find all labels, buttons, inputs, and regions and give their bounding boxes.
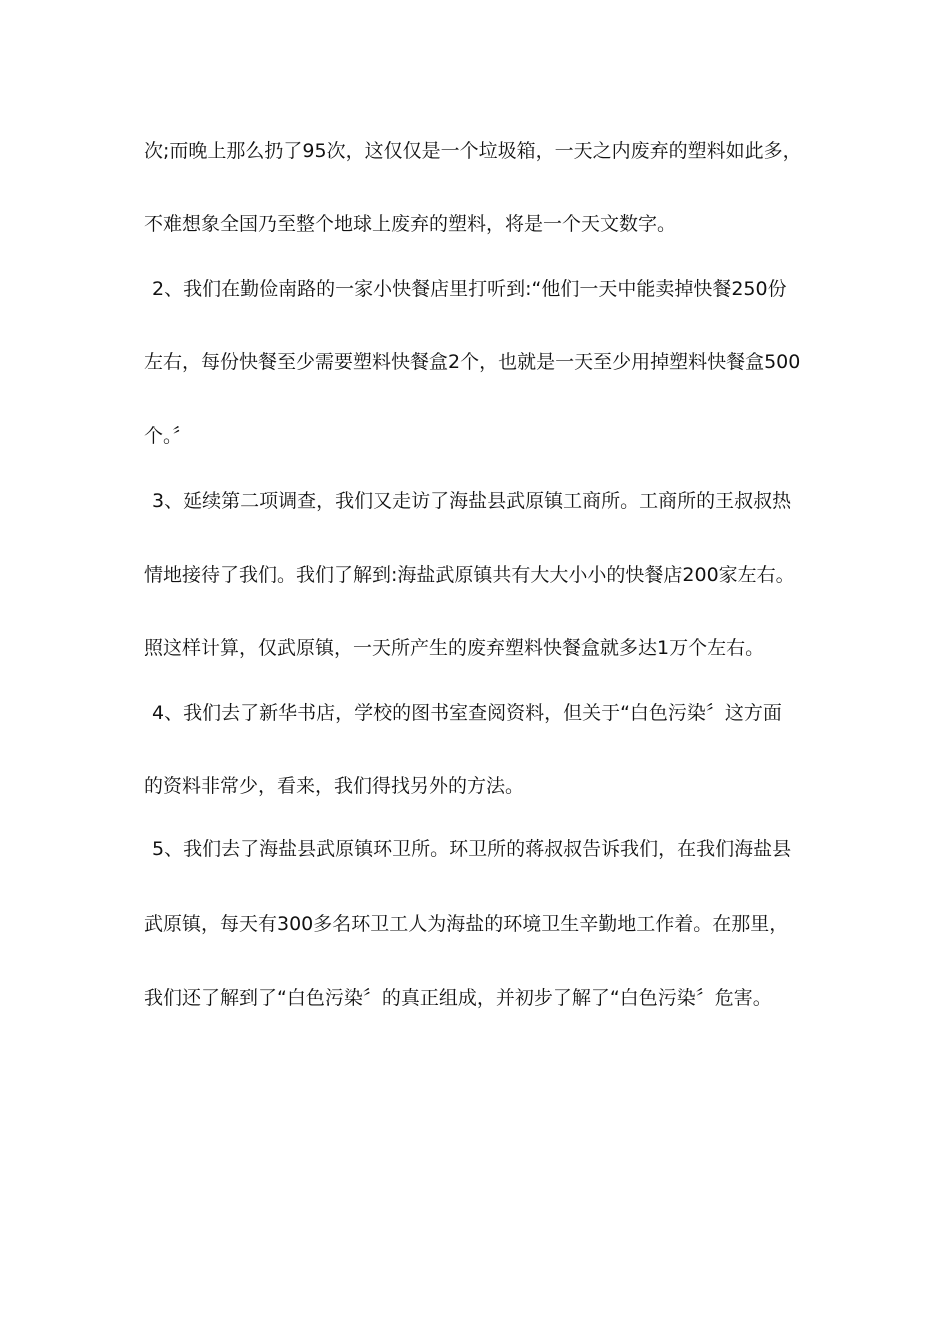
text-line-1: 次;而晚上那么扔了95次，这仅仅是一个垃圾箱，一天之内废弃的塑料如此多，	[144, 140, 802, 162]
text-line-5: 个。〞	[144, 425, 192, 447]
text-line-11: 5、我们去了海盐县武原镇环卫所。环卫所的蒋叔叔告诉我们，在我们海盐县	[152, 838, 792, 860]
text-line-7: 情地接待了我们。我们了解到:海盐武原镇共有大大小小的快餐店200家左右。	[144, 564, 795, 586]
text-line-6: 3、延续第二项调查，我们又走访了海盐县武原镇工商所。工商所的王叔叔热	[152, 490, 792, 512]
text-line-3: 2、我们在勤俭南路的一家小快餐店里打听到:“他们一天中能卖掉快餐250份	[152, 278, 787, 300]
text-line-4: 左右，每份快餐至少需要塑料快餐盒2个，也就是一天至少用掉塑料快餐盒500	[144, 351, 801, 373]
text-line-13: 我们还了解到了“白色污染〞的真正组成，并初步了解了“白色污染〞危害。	[144, 987, 772, 1009]
text-line-2: 不难想象全国乃至整个地球上废弃的塑料，将是一个天文数字。	[144, 213, 677, 235]
text-line-8: 照这样计算，仅武原镇，一天所产生的废弃塑料快餐盒就多达1万个左右。	[144, 637, 765, 659]
text-line-9: 4、我们去了新华书店，学校的图书室查阅资料，但关于“白色污染〞这方面	[152, 702, 782, 724]
text-line-10: 的资料非常少，看来，我们得找另外的方法。	[144, 775, 525, 797]
text-line-12: 武原镇，每天有300多名环卫工人为海盐的环境卫生辛勤地工作着。在那里，	[144, 913, 789, 935]
